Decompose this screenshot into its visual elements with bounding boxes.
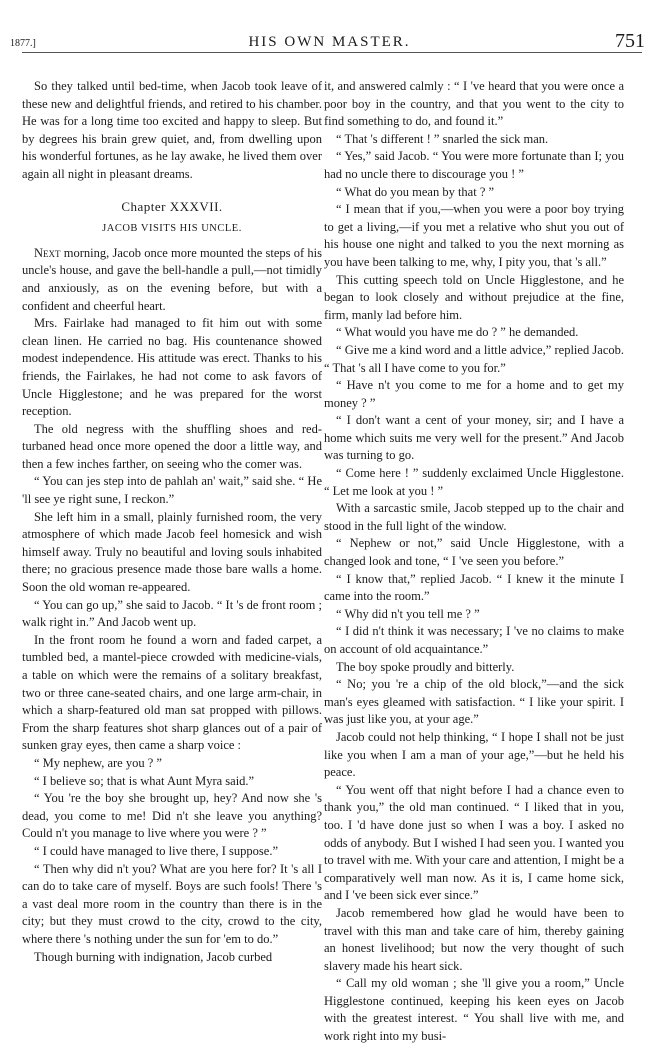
right-column xyxy=(324,78,624,1046)
paragraph: “ I know that,” replied Jacob. “ I knew it the minute I came into the room.” xyxy=(324,571,624,604)
paragraph: “ I did n't think it was necessary; I 've no claims to make on account of old acquaintance.” xyxy=(324,624,624,656)
paragraph: She left him in a small, plainly furnished room, the very atmosphere of which made Jacob feel homesick and wish himself away. Truly no beautiful and loving souls inhabited there; no gracious presence made those bare walls a home. Soon the old woman re-appeared. xyxy=(22,509,322,595)
paragraph: “ Give me a kind word and a little advice,” replied Jacob. “ That 's all I have come to you for.” xyxy=(324,342,624,375)
left-column xyxy=(22,78,322,966)
paragraph: “ That 's different ! ” snarled the sick man. xyxy=(336,131,549,146)
paragraph: “ No; you 're a chip of the old block,”—and the sick man's eyes gleamed with satisfaction. “ I like your spirit. I was just like you, at your age.” xyxy=(324,677,624,727)
paragraph: “ Then why did n't you? What are you here for? It 's all I can do to take care of myself. Boys are such fools! There 's a vast deal more room in the country than there is in the city; but they must crowd to the city, crowd to the city, where there 's nothing under the sun for 'em to do.” xyxy=(22,861,322,946)
paragraph: With a sarcastic smile, Jacob stepped up to the chair and stood in the full light of the window. xyxy=(324,501,624,533)
paragraph xyxy=(22,245,322,315)
paragraph: “ I believe so; that is what Aunt Myra said.” xyxy=(34,773,255,788)
paragraph: Mrs. Fairlake had managed to fit him out with some clean linen. He carried no bag. His countenance showed modest independence. His attitude was erect. Thanks to his friends, the Fairlakes, he had not come to ask favors of Uncle Higglestone; and he was prepared for the worst reception. xyxy=(22,316,322,419)
header-year: 1877.] xyxy=(10,38,36,49)
paragraph: “ Come here ! ” suddenly exclaimed Uncle Higglestone. “ Let me look at you ! ” xyxy=(324,466,624,498)
paragraph-lead-word: Next xyxy=(34,245,61,260)
paragraph: In the front room he found a worn and faded carpet, a tumbled bed, a mantel-piece crowded with medicine-vials, a table on which were the remains of a solitary breakfast, two or three cane-seated chairs, and one large arm-chair, in which a sharp-featured old man sat propped with pillows. From the sharp features shot sharp glances out of a pair of sunken gray eyes, then came a sharp voice : xyxy=(22,632,322,753)
paragraph: “ I don't want a cent of your money, sir; and I have a home which suits me very well for the present.” And Jacob was turning to go. xyxy=(324,413,624,463)
header-rule xyxy=(22,52,642,53)
paragraph: So they talked until bed-time, when Jacob took leave of these new and delightful friends, and retired to his chamber. He was for a long time too excited and happy to sleep. But by degrees his brain grew quiet, and, from dwelling upon his wonderful fortunes, as he lay awake, he lived them over again all night in pleasant dreams. xyxy=(22,79,322,181)
paragraph: “ Why did n't you tell me ? ” xyxy=(336,606,480,621)
paragraph: The old negress with the shuffling shoes and red-turbaned head once more opened the door a little way, and then a few inches farther, on seeing who the comer was. xyxy=(22,421,322,471)
paragraph: “ Have n't you come to me for a home and to get my money ? ” xyxy=(324,378,624,410)
paragraph: “ Nephew or not,” said Uncle Higglestone, with a changed look and tone, “ I 've seen you before.” xyxy=(324,536,624,569)
page-header xyxy=(0,26,659,50)
paragraph: it, and answered calmly : “ I 've heard that you were once a poor boy in the country, and that you went to the city to find something to do, and found it.” xyxy=(324,79,624,129)
chapter-title: Chapter XXXVII. xyxy=(121,198,223,214)
paragraph: This cutting speech told on Uncle Higglestone, and he began to look closely and without prejudice at the fine, firm, manly lad before him. xyxy=(324,272,624,322)
paragraph: “ My nephew, are you ? ” xyxy=(34,755,162,770)
paragraph: “ You can jes step into de pahlah an' wait,” said she. “ He 'll see ye right sune, I reckon.” xyxy=(22,474,322,507)
paragraph: “ Yes,” said Jacob. “ You were more fortunate than I; you had no uncle there to discourage you ! ” xyxy=(324,149,624,181)
chapter-subtitle: JACOB VISITS HIS UNCLE. xyxy=(102,223,242,235)
running-title: HIS OWN MASTER. xyxy=(248,34,411,50)
paragraph: Though burning with indignation, Jacob curbed xyxy=(34,949,273,964)
paragraph-text: morning, Jacob once more mounted the steps of his uncle's house, and gave the bell-handle a pull,—not timidly and anxiously, as on the evening before, but with a confident and cheerful heart. xyxy=(22,245,322,313)
paragraph: “ You 're the boy she brought up, hey? And now she 's dead, you come to me! Did n't she leave you anything? Could n't you manage to live where you were ? ” xyxy=(22,791,322,841)
paragraph: “ You went off that night before I had a chance even to thank you,” the old man continued. “ I liked that in you, too. I 'd have done just so when I was a boy. I asked no odds of anybody. But I wished I had seen you. I wanted you to travel with me. With your care and attention, I might be a comparatively well man now. As it is, I came home sick, and I 've been sick ever since.” xyxy=(324,782,624,903)
paragraph: “ I mean that if you,—when you were a poor boy trying to get a living,—if you met a relative who shut you out of his house one night and talked to you the next morning as you have been talking to me, why, I pity you, that 's all.” xyxy=(324,202,624,269)
paragraph: “ You can go up,” she said to Jacob. “ It 's de front room ; walk right in.” And Jacob went up. xyxy=(22,597,322,630)
paragraph: “ What would you have me do ? ” he demanded. xyxy=(336,325,579,340)
paragraph: “ I could have managed to live there, I suppose.” xyxy=(34,843,279,858)
paragraph: Jacob remembered how glad he would have been to travel with this man and take care of him, thereby gaining an honest livelihood; but now the very thought of such slavery made his heart sick. xyxy=(324,905,624,973)
paragraph: “ What do you mean by that ? ” xyxy=(336,184,495,199)
paragraph: Jacob could not help thinking, “ I hope I shall not be just like you when I am a man of your age,”—but he held his peace. xyxy=(324,729,624,780)
page-number: 751 xyxy=(615,30,645,52)
paragraph: “ Call my old woman ; she 'll give you a room,” Uncle Higglestone continued, keeping his keen eyes on Jacob with the greatest interest. “ You shall live with me, and work right into my busi- xyxy=(324,976,624,1044)
paragraph: The boy spoke proudly and bitterly. xyxy=(336,659,515,674)
